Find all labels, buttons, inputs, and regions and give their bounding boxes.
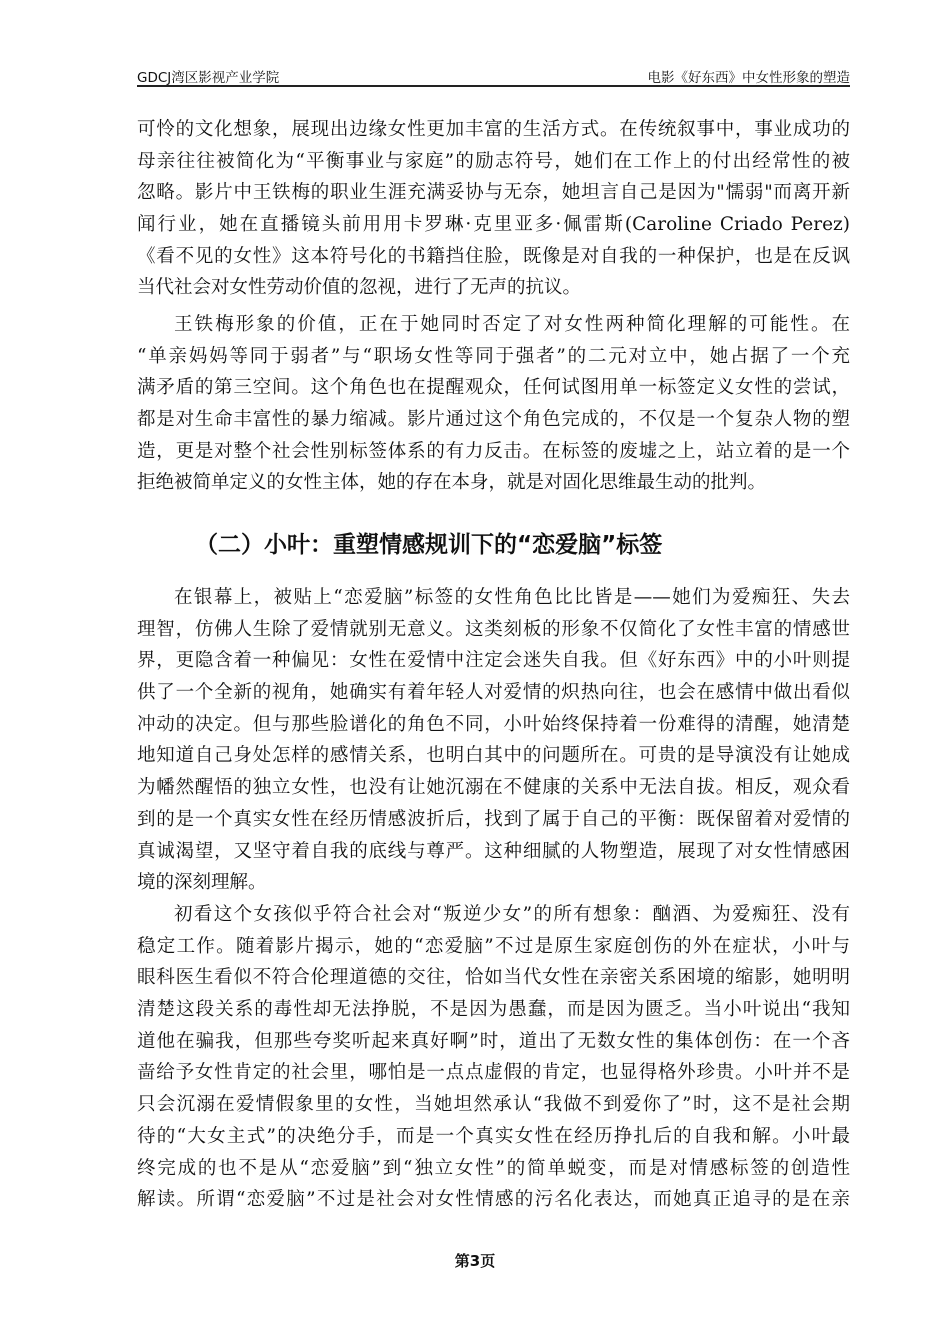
header-institution: GDCJ湾区影视产业学院 [137,70,280,86]
text-line: 母亲往往被简化为“平衡事业与家庭”的励志符号，她们在工作上的付出经常性的被 [137,150,850,172]
text-line: 只会沉溺在爱情假象里的女性，当她坦然承认“我做不到爱你了”时，这不是社会期 [137,1094,850,1116]
text-line: 真诚渴望，又坚守着自我的底线与尊严。这种细腻的人物塑造，展现了对女性情感困 [137,840,850,862]
text-line: 道他在骗我，但那些夸奖听起来真好啊”时，道出了无数女性的集体创伤：在一个吝 [137,1030,850,1052]
page-number: 第3页 [454,1252,496,1270]
text-line: 王铁梅形象的价值，正在于她同时否定了对女性两种简化理解的可能性。在 [174,314,850,335]
text-line: 解读。所谓“恋爱脑”不过是社会对女性情感的污名化表达，而她真正追寻的是在亲 [137,1189,850,1211]
text-line: 终完成的也不是从“恋爱脑”到“独立女性”的简单蜕变，而是对情感标签的创造性 [137,1157,850,1179]
paragraph-1 [137,114,850,304]
text-line: 为幡然醒悟的独立女性，也没有让她沉溺在不健康的关系中无法自拔。相反，观众看 [137,777,850,799]
text-line: 满矛盾的第三空间。这个角色也在提醒观众，任何试图用单一标签定义女性的尝试， [137,377,850,399]
paragraph-2 [137,309,850,499]
text-line: 忽略。影片中王铁梅的职业生涯充满妥协与无奈，她坦言自己是因为"懦弱"而离开新 [137,182,850,204]
text-line: 都是对生命丰富性的暴力缩减。影片通过这个角色完成的，不仅是一个复杂人物的塑 [137,409,850,431]
text-line: 造，更是对整个社会性别标签体系的有力反击。在标签的废墟之上，站立着的是一个 [137,440,850,462]
text-line: 啬给予女性肯定的社会里，哪怕是一点点虚假的肯定，也显得格外珍贵。小叶并不是 [137,1062,850,1084]
header-divider [137,85,850,87]
text-line: 拒绝被简单定义的女性主体，她的存在本身，就是对固化思维最生动的批判。 [137,472,767,494]
section-heading: （二）小叶：重塑情感规训下的“恋爱脑”标签 [195,532,663,558]
paragraph-4 [137,899,850,1216]
text-line: 理智，仿佛人生除了爱情就别无意义。这类刻板的形象不仅简化了女性丰富的情感世 [137,618,850,640]
text-line: “单亲妈妈等同于弱者”与“职场女性等同于强者”的二元对立中，她占据了一个充 [137,345,850,367]
text-line: 待的“大女主式”的决绝分手，而是一个真实女性在经历挣扎后的自我和解。小叶最 [137,1125,850,1147]
text-line: 可怜的文化想象，展现出边缘女性更加丰富的生活方式。在传统叙事中，事业成功的 [137,119,850,140]
text-line: 冲动的决定。但与那些脸谱化的角色不同，小叶始终保持着一份难得的清醒，她清楚 [137,713,850,735]
text-line: 境的深刻理解。 [137,872,267,894]
text-line: 清楚这段关系的毒性却无法挣脱，不是因为愚蠢，而是因为匮乏。当小叶说出“我知 [137,999,850,1021]
text-line: 眼科医生看似不符合伦理道德的交往，恰如当代女性在亲密关系困境的缩影，她明明 [137,967,850,989]
text-line: 界，更隐含着一种偏见：女性在爱情中注定会迷失自我。但《好东西》中的小叶则提 [137,650,850,672]
text-line: 到的是一个真实女性在经历情感波折后，找到了属于自己的平衡：既保留着对爱情的 [137,808,850,830]
text-line: 闻行业，她在直播镜头前用用卡罗琳·克里亚多·佩雷斯(Caroline Criado Perez) [137,214,850,236]
text-line: 初看这个女孩似乎符合社会对“叛逆少女”的所有想象：酗酒、为爱痴狂、没有 [174,904,850,925]
header-paper-title: 电影《好东西》中女性形象的塑造 [647,70,850,86]
text-line: 地知道自己身处怎样的感情关系，也明白其中的问题所在。可贵的是导演没有让她成 [137,745,850,767]
paragraph-3 [137,582,850,899]
text-line: 当代社会对女性劳动价值的忽视，进行了无声的抗议。 [137,277,582,299]
text-line: 《看不见的女性》这本符号化的书籍挡住脸，既像是对自我的一种保护，也是在反讽 [137,245,850,267]
text-line: 供了一个全新的视角，她确实有着年轻人对爱情的炽热向往，也会在感情中做出看似 [137,682,850,704]
text-line: 稳定工作。随着影片揭示，她的“恋爱脑”不过是原生家庭创伤的外在症状，小叶与 [137,935,850,957]
text-line: 在银幕上，被贴上“恋爱脑”标签的女性角色比比皆是——她们为爱痴狂、失去 [174,587,850,608]
